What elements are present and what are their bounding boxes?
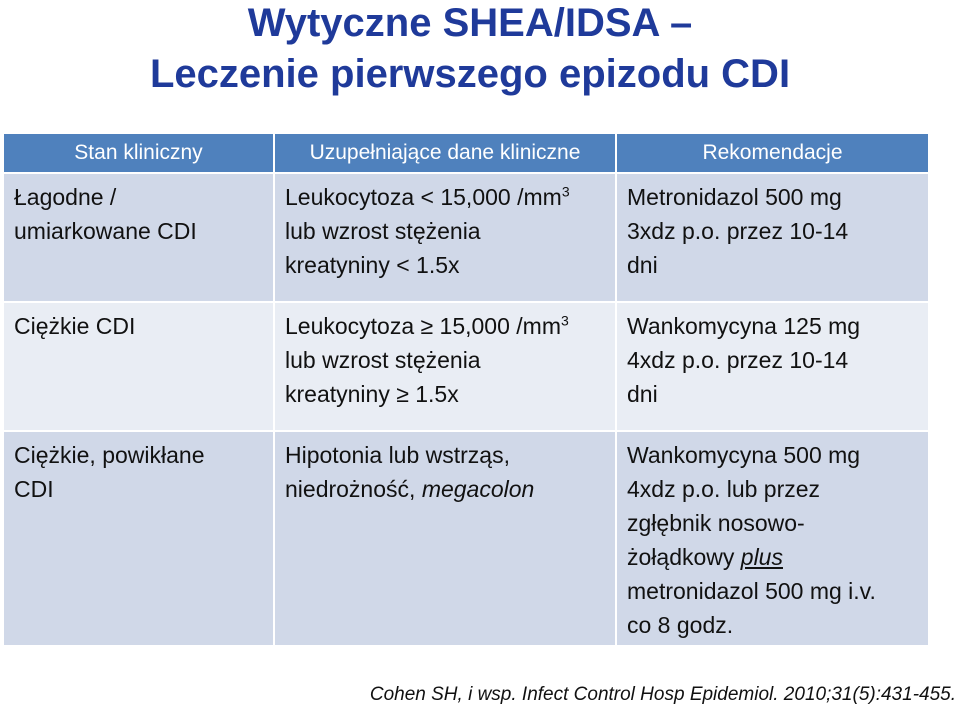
- text-line: Hipotonia lub wstrząs,: [285, 442, 510, 468]
- text-line: Wankomycyna 500 mg: [627, 442, 861, 468]
- text-line: Łagodne /: [14, 184, 117, 210]
- text-line: zgłębnik nosowo-: [627, 510, 805, 536]
- text-line: [285, 309, 605, 343]
- text-line: dni: [627, 252, 658, 278]
- text-line: 3xdz p.o. przez 10-14: [627, 218, 849, 244]
- superscript: 3: [561, 183, 570, 200]
- text-line: Ciężkie CDI: [14, 313, 136, 339]
- cell-data: [274, 431, 616, 646]
- header-dane: Uzupełniające dane kliniczne: [274, 133, 616, 173]
- cell-data: [274, 302, 616, 431]
- table-header-row: [3, 133, 929, 173]
- table-row: [3, 302, 929, 431]
- text-line: 4xdz p.o. przez 10-14: [627, 347, 849, 373]
- table-row: [3, 173, 929, 302]
- text-line: 4xdz p.o. lub przez: [627, 476, 821, 502]
- text-line: kreatyniny ≥ 1.5x: [285, 381, 459, 407]
- text-line: kreatyniny < 1.5x: [285, 252, 460, 278]
- text-line: dni: [627, 381, 658, 407]
- cell-state: [3, 173, 274, 302]
- text-line: lub wzrost stężenia: [285, 218, 481, 244]
- text-line: [627, 540, 918, 574]
- text-line: [285, 180, 605, 214]
- text: niedrożność,: [285, 476, 422, 502]
- cell-state: [3, 431, 274, 646]
- text-line: Wankomycyna 125 mg: [627, 313, 861, 339]
- cell-rec: [616, 173, 929, 302]
- table-row: [3, 431, 929, 646]
- text-line: Metronidazol 500 mg: [627, 184, 842, 210]
- italic-term: megacolon: [421, 476, 535, 502]
- text-line: CDI: [14, 476, 54, 502]
- superscript: 3: [561, 312, 569, 329]
- slide-title-line2: Leczenie pierwszego epizodu CDI: [149, 52, 791, 96]
- text: Leukocytoza ≥ 15,000 /mm: [285, 313, 561, 339]
- text: Leukocytoza < 15,000 /mm: [285, 184, 562, 210]
- slide-title-line1: Wytyczne SHEA/IDSA –: [247, 1, 693, 45]
- header-stan: Stan kliniczny: [3, 133, 274, 173]
- guidelines-table: [2, 132, 930, 647]
- text-line: lub wzrost stężenia: [285, 347, 481, 373]
- italic-underlined-term: plus: [740, 544, 783, 570]
- cell-rec: [616, 431, 929, 646]
- text-line: co 8 godz.: [627, 612, 734, 638]
- cell-data: [274, 173, 616, 302]
- cell-state: [3, 302, 274, 431]
- citation: Cohen SH, i wsp. Infect Control Hosp Epidemiol. 2010;31(5):431-455.: [369, 684, 956, 705]
- header-rekomendacje: Rekomendacje: [616, 133, 929, 173]
- text-line: metronidazol 500 mg i.v.: [627, 578, 876, 604]
- text-line: [285, 472, 605, 506]
- text-line: umiarkowane CDI: [14, 218, 197, 244]
- text: żołądkowy: [627, 544, 741, 570]
- cell-rec: [616, 302, 929, 431]
- text-line: Ciężkie, powikłane: [14, 442, 205, 468]
